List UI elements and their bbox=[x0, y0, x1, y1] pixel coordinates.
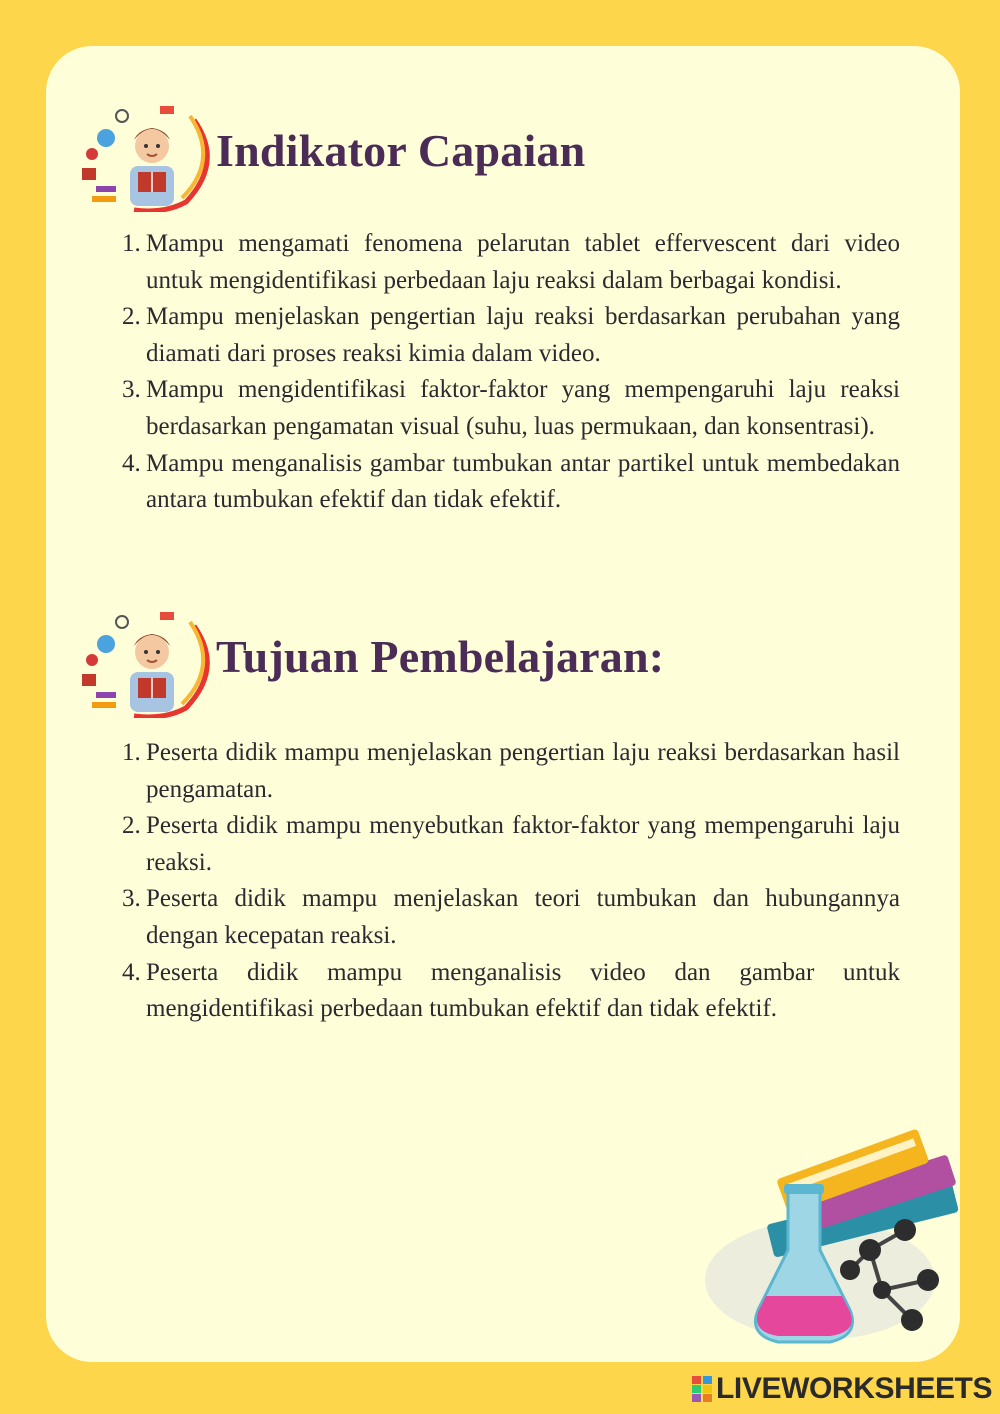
list-item: 1. Mampu mengamati fenomena pelarutan tablet effervescent dari video untuk mengidentifikasi perbedaan laju reaksi dalam berbagai kondisi. bbox=[122, 230, 900, 294]
list-item-text: Peserta didik mampu menganalisis video dan gambar untuk mengidentifikasi perbedaan tumbukan efektif dan tidak efektif. bbox=[146, 958, 900, 1023]
student-reading-mascot-icon bbox=[74, 608, 214, 718]
list-item: 4. Peserta didik mampu menganalisis video dan gambar untuk mengidentifikasi perbedaan tumbukan efektif dan tidak efektif. bbox=[122, 958, 900, 1023]
list-item-text: Mampu menganalisis gambar tumbukan antar partikel untuk membedakan antara tumbukan efektif dan tidak efektif. bbox=[146, 449, 900, 514]
list-item: 3. Peserta didik mampu menjelaskan teori tumbukan dan hubungannya dengan kecepatan reaksi. bbox=[122, 885, 900, 949]
liveworksheets-logo-icon bbox=[692, 1376, 712, 1402]
liveworksheets-branding[interactable] bbox=[692, 1372, 992, 1406]
list-item-text: Peserta didik mampu menjelaskan pengertian laju reaksi berdasarkan hasil pengamatan. bbox=[146, 739, 900, 803]
list-item: 1. Peserta didik mampu menjelaskan pengertian laju reaksi berdasarkan hasil pengamatan. bbox=[122, 739, 900, 803]
list-item-text: Mampu mengamati fenomena pelarutan tablet effervescent dari video untuk mengidentifikasi perbedaan laju reaksi dalam berbagai kondisi. bbox=[146, 230, 900, 294]
list-item-text: Peserta didik mampu menyebutkan faktor-faktor yang mempengaruhi laju reaksi. bbox=[146, 812, 900, 876]
chemistry-flask-books-illustration bbox=[700, 1120, 970, 1350]
list-item: 2. Peserta didik mampu menyebutkan faktor-faktor yang mempengaruhi laju reaksi. bbox=[122, 812, 900, 876]
list-item: 3. Mampu mengidentifikasi faktor-faktor yang mempengaruhi laju reaksi berdasarkan pengamatan visual (suhu, luas permukaan, dan konsentrasi). bbox=[122, 376, 900, 440]
list-item: 2. Mampu menjelaskan pengertian laju reaksi berdasarkan perubahan yang diamati dari proses reaksi kimia dalam video. bbox=[122, 303, 900, 367]
brand-name: LIVEWORKSHEETS bbox=[716, 1372, 993, 1405]
section-indikator-header bbox=[74, 102, 714, 212]
list-item-text: Mampu mengidentifikasi faktor-faktor yang mempengaruhi laju reaksi berdasarkan pengamatan visual (suhu, luas permukaan, dan konsentrasi). bbox=[146, 376, 900, 440]
section-indikator-title: Indikator Capaian bbox=[216, 125, 586, 176]
indikator-list bbox=[118, 226, 900, 519]
list-item-text: Mampu menjelaskan pengertian laju reaksi berdasarkan perubahan yang diamati dari proses reaksi kimia dalam video. bbox=[146, 303, 900, 367]
student-reading-mascot-icon bbox=[74, 102, 214, 212]
section-tujuan-header bbox=[74, 608, 714, 718]
tujuan-list bbox=[118, 735, 900, 1028]
list-item-text: Peserta didik mampu menjelaskan teori tumbukan dan hubungannya dengan kecepatan reaksi. bbox=[146, 885, 900, 949]
section-tujuan-title: Tujuan Pembelajaran: bbox=[216, 631, 665, 682]
list-item: 4. Mampu menganalisis gambar tumbukan antar partikel untuk membedakan antara tumbukan efektif dan tidak efektif. bbox=[122, 449, 900, 514]
